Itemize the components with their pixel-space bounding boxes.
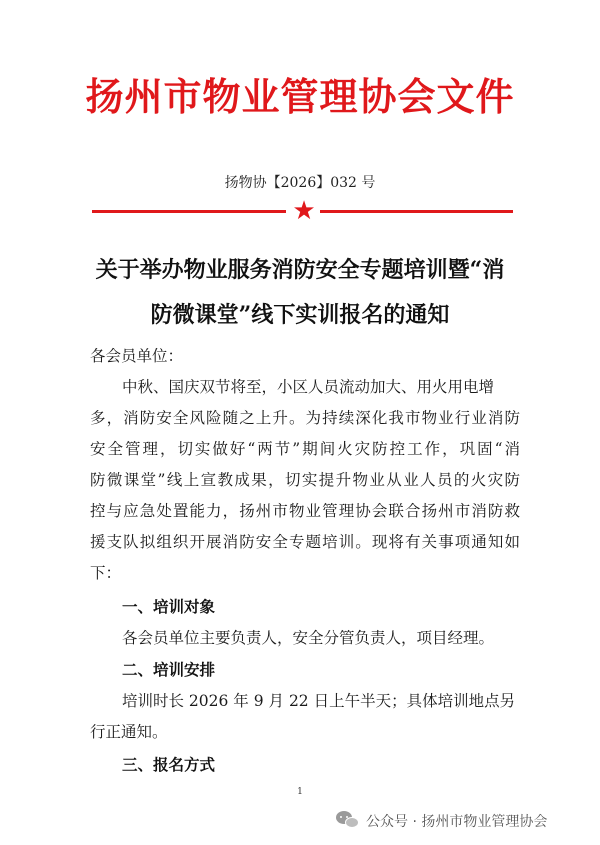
salutation: 各会员单位： — [90, 347, 184, 365]
org-header-title: 扬州市物业管理协会文件 — [85, 75, 515, 119]
intro-line: 安全管理，切实做好“两节”期间火灾防控工作，巩固“消 — [90, 440, 520, 458]
section-text: 行正通知。 — [90, 723, 168, 741]
section-heading-targets: 一、培训对象 — [122, 598, 216, 616]
section-heading-schedule: 二、培训安排 — [122, 661, 216, 679]
intro-line: 援支队拟组织开展消防安全专题培训。现将有关事项通知如 — [90, 533, 520, 551]
watermark-text: 公众号 · 扬州市物业管理协会 — [366, 814, 548, 830]
watermark — [336, 808, 547, 834]
section-text: 培训时长 2026 年 9 月 22 日上午半天；具体培训地点另 — [122, 692, 516, 710]
red-divider-left — [92, 210, 286, 213]
wechat-icon — [336, 810, 362, 832]
notice-title-line2: 防微课堂”线下实训报名的通知 — [150, 302, 450, 328]
document-number: 扬物协【2026】032 号 — [224, 175, 376, 191]
notice-title-line1: 关于举办物业服务消防安全专题培训暨“消 — [95, 257, 505, 283]
intro-line: 中秋、国庆双节将至，小区人员流动加大、用火用电增 — [122, 378, 495, 396]
star-icon: ★ — [292, 196, 316, 226]
section-text: 各会员单位主要负责人，安全分管负责人，项目经理。 — [122, 629, 495, 647]
intro-line: 控与应急处置能力，扬州市物业管理协会联合扬州市消防救 — [90, 502, 520, 520]
section-heading-registration: 三、报名方式 — [122, 756, 216, 774]
page-number: 1 — [297, 787, 303, 797]
intro-line: 下： — [90, 564, 122, 582]
red-divider-right — [320, 210, 513, 213]
intro-line: 多，消防安全风险随之上升。为持续深化我市物业行业消防 — [90, 409, 520, 427]
intro-line: 防微课堂”线上宣教成果，切实提升物业从业人员的火灾防 — [90, 471, 520, 489]
